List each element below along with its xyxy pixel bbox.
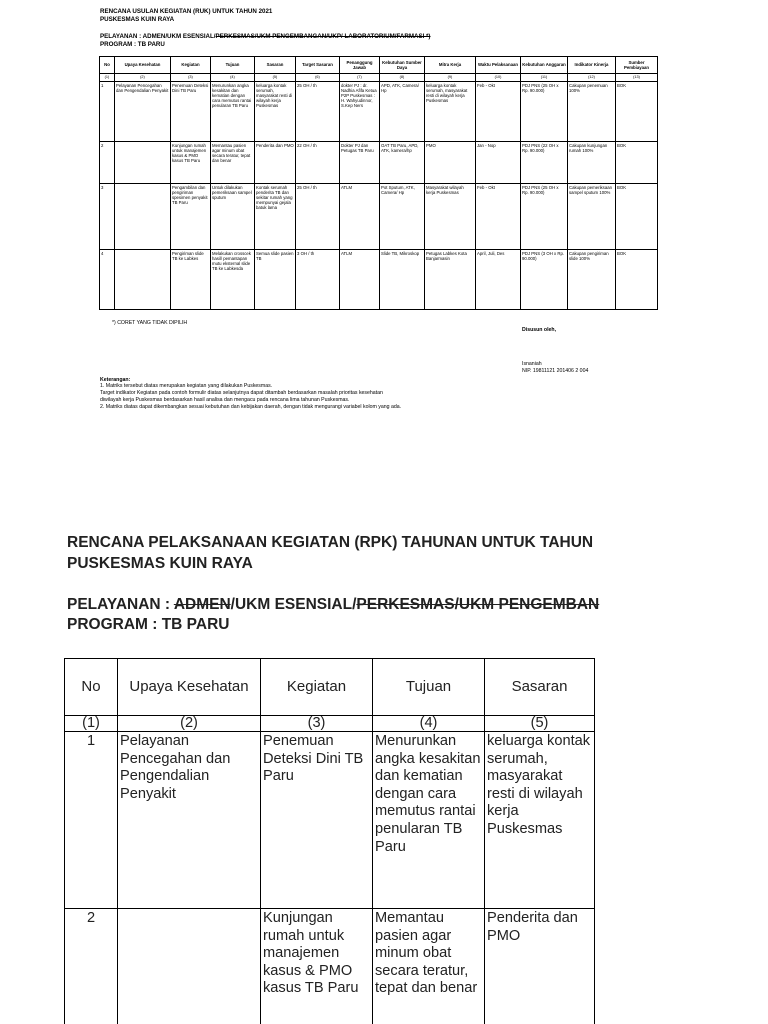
cell: 1 — [100, 82, 115, 142]
ruk-puskesmas-name: PUSKESMAS KUIN RAYA — [100, 16, 175, 23]
rpk-number-row — [65, 716, 595, 732]
ruk-program: PROGRAM : TB PARU — [100, 41, 165, 48]
col-number: (4) — [211, 74, 255, 82]
ruk-table — [99, 56, 658, 310]
col-header: Sasaran — [255, 57, 296, 74]
col-header: Tujuan — [373, 659, 485, 716]
cell: BOK — [616, 250, 658, 310]
cell: Feb - Okt — [476, 184, 521, 250]
cell: Dokter PJ dan Petugas TB Paru — [340, 142, 380, 184]
cell: 22 OH / th — [296, 142, 340, 184]
cell: Masyarakat wilayah kerja Puskesmas — [425, 184, 476, 250]
col-number: (13) — [616, 74, 658, 82]
cell: Cakupan kunjungan rumah 100% — [568, 142, 616, 184]
cell: Pot Sputum, ATK, Camera/ Hp — [380, 184, 425, 250]
col-header: Indikator Kinerja — [568, 57, 616, 74]
cell: Pelayanan Pencegahan dan Pengendalian Penyakit — [115, 82, 171, 142]
cell: Slide TB, Mikroskop — [380, 250, 425, 310]
keterangan-line: 1. Matriks tersebut diatas merupakan kegiatan yang dilakukan Puskesmas. — [100, 383, 273, 389]
cell: Penderita dan PMO — [485, 909, 595, 1024]
col-number: (10) — [476, 74, 521, 82]
cell: Untuk dilakukan pemeriksaan sampel sputum — [211, 184, 255, 250]
cell — [115, 184, 171, 250]
col-header: Sumber Pembiayaan — [616, 57, 658, 74]
cell — [115, 142, 171, 184]
pelayanan-plain: /UKM ESENSIAL/ — [230, 596, 357, 613]
signer-nip: NIP. 19811121 201406 2 004 — [522, 368, 589, 374]
cell: Petugas Labkes Kota Banjarmasin — [425, 250, 476, 310]
col-header: Target Sasaran — [296, 57, 340, 74]
ruk-number-row — [100, 74, 658, 82]
pelayanan-label: PELAYANAN : — [67, 596, 174, 613]
cell: Semua slide pasien TB — [255, 250, 296, 310]
cell: 4 — [100, 250, 115, 310]
col-header: No — [100, 57, 115, 74]
cell: Feb - Okt — [476, 82, 521, 142]
cell — [115, 250, 171, 310]
col-header: Kebutuhan Anggaran — [521, 57, 568, 74]
cell: Penemuan Deteksi Dini TB Paru — [171, 82, 211, 142]
pelayanan-struck: PERKESMAS/UKM PENGEMBAN — [356, 596, 600, 613]
cell: BOK — [616, 184, 658, 250]
cell: Menurunkan angka kesakitan dan kematian dengan cara memutus rantai penularan TB Paru — [211, 82, 255, 142]
col-header: Kegiatan — [261, 659, 373, 716]
zoomed-document-page — [0, 500, 768, 1024]
cell: PDJ PNS (25 OH x Rp. 90.000) — [521, 184, 568, 250]
keterangan-line: diwilayah kerja Puskesmas berdasarkan hasil analisa dan mengacu pada rencana lima tahunan Puskesmas. — [100, 397, 350, 403]
col-number: (1) — [100, 74, 115, 82]
cell: Kunjungan rumah untuk manajemen kasus & PMO kasus TB Paru — [261, 909, 373, 1024]
col-number: (12) — [568, 74, 616, 82]
cell: 3 — [100, 184, 115, 250]
cell: Melakukan crosscek hasil/ pemantapan mutu eksternal slide TB ke Labkesda — [211, 250, 255, 310]
cell: 25 OH / th — [296, 82, 340, 142]
cell: Cakupan penemuan 100% — [568, 82, 616, 142]
cell: PDJ PNS (3 OH x Rp. 90.000) — [521, 250, 568, 310]
keterangan-title: Keterangan: — [100, 377, 131, 383]
col-header: Kebutuhan Sumber Daya — [380, 57, 425, 74]
keterangan-line: 2. Matriks diatas dapat dikembangkan sesuai kebutuhan dan kebijakan daerah, dengan tidak mengurangi variabel kolom yang ada. — [100, 404, 402, 410]
cell: 25 OH / th — [296, 184, 340, 250]
cell: BOK — [616, 82, 658, 142]
rpk-table — [64, 658, 595, 1024]
col-header: Tujuan — [211, 57, 255, 74]
col-number: (6) — [296, 74, 340, 82]
cell: keluarga kontak serumah, masyarakat resti di wilayah kerja Puskesmas — [425, 82, 476, 142]
col-number: (2) — [118, 716, 261, 732]
rpk-pelayanan — [67, 595, 599, 615]
cell: PDJ PNS (22 OH x Rp. 90.000) — [521, 142, 568, 184]
cell: Cakupan pemeriksaan sampel sputum 100% — [568, 184, 616, 250]
rpk-puskesmas-name: PUSKESMAS KUIN RAYA — [67, 555, 253, 572]
cell: Kontak serumah penderita TB dan sekitar rumah yang mempunyai gejala batuk lama — [255, 184, 296, 250]
cell: APD, ATK, Camera/ Hp — [380, 82, 425, 142]
keterangan-line: Target indikator Kegiatan pada contoh formulir diatas selanjutnya dapat ditambah berdasarkan masalah prioritas kesehatan — [100, 390, 383, 396]
pelayanan-struck: PERKESMAS/UKM PENGEMBANGAN/UKP/ LABORATORIUM/FARMASI *) — [215, 33, 431, 40]
col-header: Sasaran — [485, 659, 595, 716]
col-header: Kegiatan — [171, 57, 211, 74]
cell: OAT TB Paru, APD, ATK, kamera/hp — [380, 142, 425, 184]
col-number: (2) — [115, 74, 171, 82]
ruk-header-row — [100, 57, 658, 74]
col-header: Upaya Kesehatan — [115, 57, 171, 74]
rpk-title: RENCANA PELAKSANAAN KEGIATAN (RPK) TAHUNAN UNTUK TAHUN — [67, 534, 594, 551]
table-row — [65, 909, 595, 1024]
table-row — [100, 142, 658, 184]
cell: Penderita dan PMO — [255, 142, 296, 184]
cell: Memantau pasien agar minum obat secara teratur, tepat dan benar — [373, 909, 485, 1024]
table-row — [100, 250, 658, 310]
col-header: Penanggung Jawab — [340, 57, 380, 74]
rpk-program: PROGRAM : TB PARU — [67, 616, 230, 633]
ruk-pelayanan — [100, 33, 431, 40]
cell: Pelayanan Pencegahan dan Pengendalian Penyakit — [118, 732, 261, 909]
col-number: (5) — [485, 716, 595, 732]
cell: keluarga kontak serumah, masyarakat resti di wilayah kerja Puskesmas — [255, 82, 296, 142]
col-number: (3) — [261, 716, 373, 732]
cell: Jan - Nop — [476, 142, 521, 184]
pelayanan-label: PELAYANAN : — [100, 33, 143, 40]
col-number: (9) — [425, 74, 476, 82]
cell: BOK — [616, 142, 658, 184]
col-number: (11) — [521, 74, 568, 82]
cell — [118, 909, 261, 1024]
col-number: (1) — [65, 716, 118, 732]
cell: 1 — [65, 732, 118, 909]
col-header: No — [65, 659, 118, 716]
cell: Penemuan Deteksi Dini TB Paru — [261, 732, 373, 909]
col-header: Waktu Pelaksanaan — [476, 57, 521, 74]
cell: Cakupan pengiriman slide 100% — [568, 250, 616, 310]
cell: Menurunkan angka kesakitan dan kematian dengan cara memutus rantai penularan TB Paru — [373, 732, 485, 909]
disusun-label: Disusun oleh, — [522, 327, 557, 333]
cell: ATLM — [340, 184, 380, 250]
pelayanan-struck: ADMEN — [173, 596, 231, 613]
col-number: (3) — [171, 74, 211, 82]
col-number: (4) — [373, 716, 485, 732]
col-header: Mitra Kerja — [425, 57, 476, 74]
cell: Kunjungan rumah untuk manajemen kasus & PMO kasus TB Paru — [171, 142, 211, 184]
cell: Memantau pasien agar minum obat secara teratur, tepat dan benar — [211, 142, 255, 184]
cell: PMO — [425, 142, 476, 184]
rpk-header-row — [65, 659, 595, 716]
table-row — [100, 184, 658, 250]
cell: 3 OH / th — [296, 250, 340, 310]
cell: 2 — [100, 142, 115, 184]
ruk-title: RENCANA USULAN KEGIATAN (RUK) UNTUK TAHUN 2021 — [100, 8, 273, 15]
cell: dokter PJ : dr. Nadhia Afifa Ketua P2P Puskesmas : H. Wahyudinnor, S.Kep Ners — [340, 82, 380, 142]
table-row — [100, 82, 658, 142]
pelayanan-plain: ADMEN/UKM ESENSIAL/ — [142, 33, 216, 40]
table-row — [65, 732, 595, 909]
cell: ATLM — [340, 250, 380, 310]
cell: PDJ PNS (25 OH x Rp. 90.000) — [521, 82, 568, 142]
col-number: (7) — [340, 74, 380, 82]
cell: keluarga kontak serumah, masyarakat resti di wilayah kerja Puskesmas — [485, 732, 595, 909]
col-header: Upaya Kesehatan — [118, 659, 261, 716]
col-number: (8) — [380, 74, 425, 82]
cell: 2 — [65, 909, 118, 1024]
coret-note: *) CORET YANG TIDAK DIPILIH — [112, 320, 188, 326]
col-number: (5) — [255, 74, 296, 82]
cell: Pengambilan dan pengiriman spesimen penyakit TB Paru — [171, 184, 211, 250]
cell: Pengiriman slide TB ke Labkes — [171, 250, 211, 310]
signer-name: Isnaniah — [522, 361, 542, 367]
cell: April, Juli, Des — [476, 250, 521, 310]
top-document-page — [0, 0, 768, 500]
